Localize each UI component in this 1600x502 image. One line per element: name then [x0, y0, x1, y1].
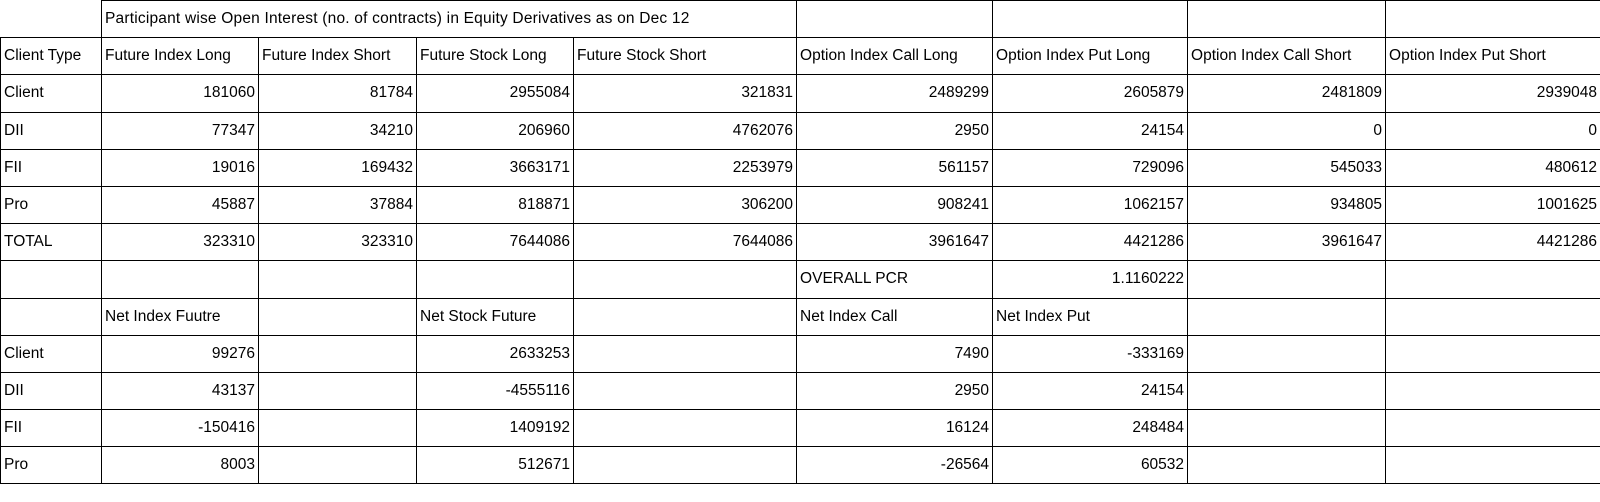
pcr-label: OVERALL PCR	[797, 261, 993, 298]
table-cell: 321831	[574, 75, 797, 112]
table-row	[1, 186, 1600, 223]
cell	[1386, 372, 1600, 409]
cell	[1386, 298, 1600, 335]
table-cell: 0	[1386, 112, 1600, 149]
table-cell: 545033	[1188, 149, 1386, 186]
table-cell: 77347	[102, 112, 259, 149]
net-row	[1, 410, 1600, 447]
net-index-call-cell: 16124	[797, 410, 993, 447]
table-cell: 934805	[1188, 186, 1386, 223]
table-cell: 206960	[417, 112, 574, 149]
header-option-index-call-long: Option Index Call Long	[797, 38, 993, 75]
net-row	[1, 372, 1600, 409]
cell	[1188, 298, 1386, 335]
net-stock-future-cell: 2633253	[417, 335, 574, 372]
pcr-value: 1.1160222	[993, 261, 1188, 298]
cell	[102, 261, 259, 298]
table-cell: 818871	[417, 186, 574, 223]
title-row	[1, 1, 1600, 38]
table-cell: 24154	[993, 112, 1188, 149]
net-index-put-cell: 248484	[993, 410, 1188, 447]
net-index-call-cell: -26564	[797, 447, 993, 484]
table-cell: 3961647	[797, 224, 993, 261]
cell	[1386, 447, 1600, 484]
header-net-index-call: Net Index Call	[797, 298, 993, 335]
cell	[574, 447, 797, 484]
client-type-cell: DII	[1, 112, 102, 149]
table-cell: 2939048	[1386, 75, 1600, 112]
table-cell: 181060	[102, 75, 259, 112]
cell	[1188, 410, 1386, 447]
client-type-cell: TOTAL	[1, 224, 102, 261]
cell	[417, 261, 574, 298]
table-cell: 81784	[259, 75, 417, 112]
cell	[574, 298, 797, 335]
net-index-future-cell: 99276	[102, 335, 259, 372]
header-option-index-call-short: Option Index Call Short	[1188, 38, 1386, 75]
header-net-stock-future: Net Stock Future	[417, 298, 574, 335]
table-row	[1, 149, 1600, 186]
table-cell: 7644086	[417, 224, 574, 261]
table-cell: 19016	[102, 149, 259, 186]
table-cell: 2955084	[417, 75, 574, 112]
cell	[1188, 261, 1386, 298]
table-cell: 729096	[993, 149, 1188, 186]
cell	[259, 335, 417, 372]
header-net-index-future: Net Index Fuutre	[102, 298, 259, 335]
table-cell: 2481809	[1188, 75, 1386, 112]
table-cell: 480612	[1386, 149, 1600, 186]
table-cell: 2950	[797, 112, 993, 149]
cell	[259, 410, 417, 447]
net-index-put-cell: 24154	[993, 372, 1188, 409]
pcr-row	[1, 261, 1600, 298]
table-cell: 4762076	[574, 112, 797, 149]
cell	[259, 372, 417, 409]
table-cell: 1062157	[993, 186, 1188, 223]
table-cell: 2605879	[993, 75, 1188, 112]
client-type-cell: Client	[1, 335, 102, 372]
table-cell: 2489299	[797, 75, 993, 112]
cell	[1386, 1, 1600, 38]
table-cell: 34210	[259, 112, 417, 149]
net-stock-future-cell: 1409192	[417, 410, 574, 447]
table-cell: 4421286	[993, 224, 1188, 261]
cell	[1188, 1, 1386, 38]
table-cell: 908241	[797, 186, 993, 223]
sheet-title: Participant wise Open Interest (no. of contracts) in Equity Derivatives as on Dec 12	[102, 1, 797, 38]
cell	[1386, 261, 1600, 298]
header-future-index-long: Future Index Long	[102, 38, 259, 75]
cell	[574, 261, 797, 298]
header-future-index-short: Future Index Short	[259, 38, 417, 75]
net-index-call-cell: 2950	[797, 372, 993, 409]
table-cell: 4421286	[1386, 224, 1600, 261]
cell	[1, 298, 102, 335]
cell	[574, 410, 797, 447]
table-cell: 323310	[102, 224, 259, 261]
client-type-cell: Pro	[1, 447, 102, 484]
cell	[1386, 335, 1600, 372]
table-cell: 323310	[259, 224, 417, 261]
cell	[574, 335, 797, 372]
table-cell: 7644086	[574, 224, 797, 261]
net-index-call-cell: 7490	[797, 335, 993, 372]
net-header-row	[1, 298, 1600, 335]
client-type-cell: Pro	[1, 186, 102, 223]
net-index-future-cell: 43137	[102, 372, 259, 409]
cell	[1, 261, 102, 298]
header-client-type: Client Type	[1, 38, 102, 75]
net-index-put-cell: 60532	[993, 447, 1188, 484]
header-option-index-put-short: Option Index Put Short	[1386, 38, 1600, 75]
net-index-future-cell: 8003	[102, 447, 259, 484]
net-row	[1, 447, 1600, 484]
table-cell: 0	[1188, 112, 1386, 149]
cell	[993, 1, 1188, 38]
total-row	[1, 224, 1600, 261]
cell	[1188, 372, 1386, 409]
header-future-stock-short: Future Stock Short	[574, 38, 797, 75]
table-cell: 169432	[259, 149, 417, 186]
cell	[1386, 410, 1600, 447]
table-cell: 37884	[259, 186, 417, 223]
header-net-index-put: Net Index Put	[993, 298, 1188, 335]
net-stock-future-cell: 512671	[417, 447, 574, 484]
client-type-cell: FII	[1, 410, 102, 447]
client-type-cell: DII	[1, 372, 102, 409]
client-type-cell: FII	[1, 149, 102, 186]
table-cell: 1001625	[1386, 186, 1600, 223]
cell	[1188, 335, 1386, 372]
cell	[1188, 447, 1386, 484]
cell	[259, 298, 417, 335]
table-cell: 561157	[797, 149, 993, 186]
table-cell: 306200	[574, 186, 797, 223]
cell	[574, 372, 797, 409]
header-future-stock-long: Future Stock Long	[417, 38, 574, 75]
cell	[797, 1, 993, 38]
header-row	[1, 38, 1600, 75]
table-row	[1, 75, 1600, 112]
cell	[1, 1, 102, 38]
cell	[259, 447, 417, 484]
net-index-put-cell: -333169	[993, 335, 1188, 372]
cell	[259, 261, 417, 298]
table-cell: 3663171	[417, 149, 574, 186]
table-cell: 3961647	[1188, 224, 1386, 261]
client-type-cell: Client	[1, 75, 102, 112]
net-index-future-cell: -150416	[102, 410, 259, 447]
net-row	[1, 335, 1600, 372]
table-row	[1, 112, 1600, 149]
header-option-index-put-long: Option Index Put Long	[993, 38, 1188, 75]
table-cell: 2253979	[574, 149, 797, 186]
table-cell: 45887	[102, 186, 259, 223]
net-stock-future-cell: -4555116	[417, 372, 574, 409]
